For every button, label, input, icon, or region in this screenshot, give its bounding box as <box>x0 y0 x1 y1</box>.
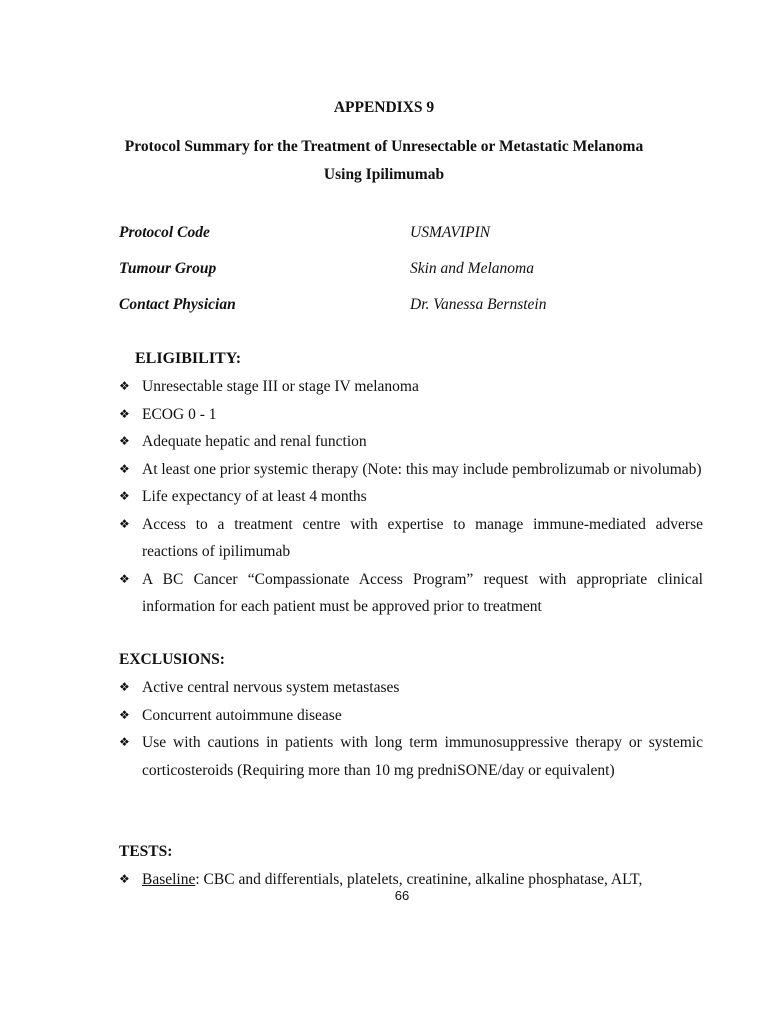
diamond-bullet-icon: ❖ <box>119 379 130 393</box>
list-item-text: Unresectable stage III or stage IV melanoma <box>142 378 419 395</box>
list-item <box>119 401 703 429</box>
list-item <box>119 428 703 456</box>
list-item <box>119 729 703 784</box>
document-title-line-2: Using Ipilimumab <box>323 166 445 183</box>
protocol-code-label: Protocol Code <box>119 224 210 241</box>
list-item-text: Concurrent autoimmune disease <box>142 706 342 724</box>
document-title-line-1: Protocol Summary for the Treatment of Unresectable or Metastatic Melanoma <box>124 138 644 155</box>
diamond-bullet-icon: ❖ <box>119 489 130 503</box>
protocol-code-value: USMAVIPIN <box>410 224 491 241</box>
list-item-text: At least one prior systemic therapy (Note: this may include pembrolizumab or nivolumab) <box>142 460 702 478</box>
diamond-bullet-icon: ❖ <box>119 516 130 531</box>
list-item-text: Adequate hepatic and renal function <box>142 433 367 450</box>
exclusions-list <box>119 674 703 784</box>
diamond-bullet-icon: ❖ <box>119 735 130 749</box>
baseline-label: Baseline <box>142 871 196 888</box>
tumour-group-value: Skin and Melanoma <box>410 260 534 277</box>
list-item-text: Use with cautions in patients with long term immunosuppressive therapy or systemic corticosteroids (Requiring more than 10 mg predniSONE/day or equivalent) <box>142 734 703 779</box>
appendix-title: APPENDIXS 9 <box>333 99 435 116</box>
list-item-text: A BC Cancer “Compassionate Access Program” request with appropriate clinical information for each patient must be approved prior to treatment <box>142 570 703 615</box>
list-item <box>119 511 703 566</box>
exclusions-heading: EXCLUSIONS: <box>119 651 225 668</box>
list-item-text: Access to a treatment centre with expertise to manage immune-mediated adverse reactions of ipilimumab <box>142 515 703 560</box>
tumour-group-label: Tumour Group <box>119 260 217 277</box>
eligibility-heading: ELIGIBILITY: <box>135 350 242 367</box>
list-item-text: Active central nervous system metastases <box>142 679 400 696</box>
diamond-bullet-icon: ❖ <box>119 571 130 586</box>
list-item <box>119 702 703 730</box>
diamond-bullet-icon: ❖ <box>119 707 130 722</box>
list-item-text: Life expectancy of at least 4 months <box>142 488 367 505</box>
baseline-text: : CBC and differentials, platelets, creatinine, alkaline phosphatase, ALT, <box>195 871 643 888</box>
diamond-bullet-icon: ❖ <box>119 872 130 886</box>
list-item <box>119 674 703 702</box>
contact-physician-value: Dr. Vanessa Bernstein <box>410 296 547 313</box>
list-item-text: ECOG 0 - 1 <box>142 405 217 423</box>
diamond-bullet-icon: ❖ <box>119 461 130 476</box>
eligibility-list <box>119 373 703 621</box>
list-item <box>119 373 703 401</box>
diamond-bullet-icon: ❖ <box>119 680 130 694</box>
diamond-bullet-icon: ❖ <box>119 434 130 448</box>
page-number: 66 <box>394 888 410 903</box>
diamond-bullet-icon: ❖ <box>119 406 130 421</box>
list-item <box>119 483 703 511</box>
list-item <box>119 456 703 484</box>
tests-heading: TESTS: <box>119 843 173 860</box>
list-item <box>119 566 703 621</box>
contact-physician-label: Contact Physician <box>119 296 236 313</box>
